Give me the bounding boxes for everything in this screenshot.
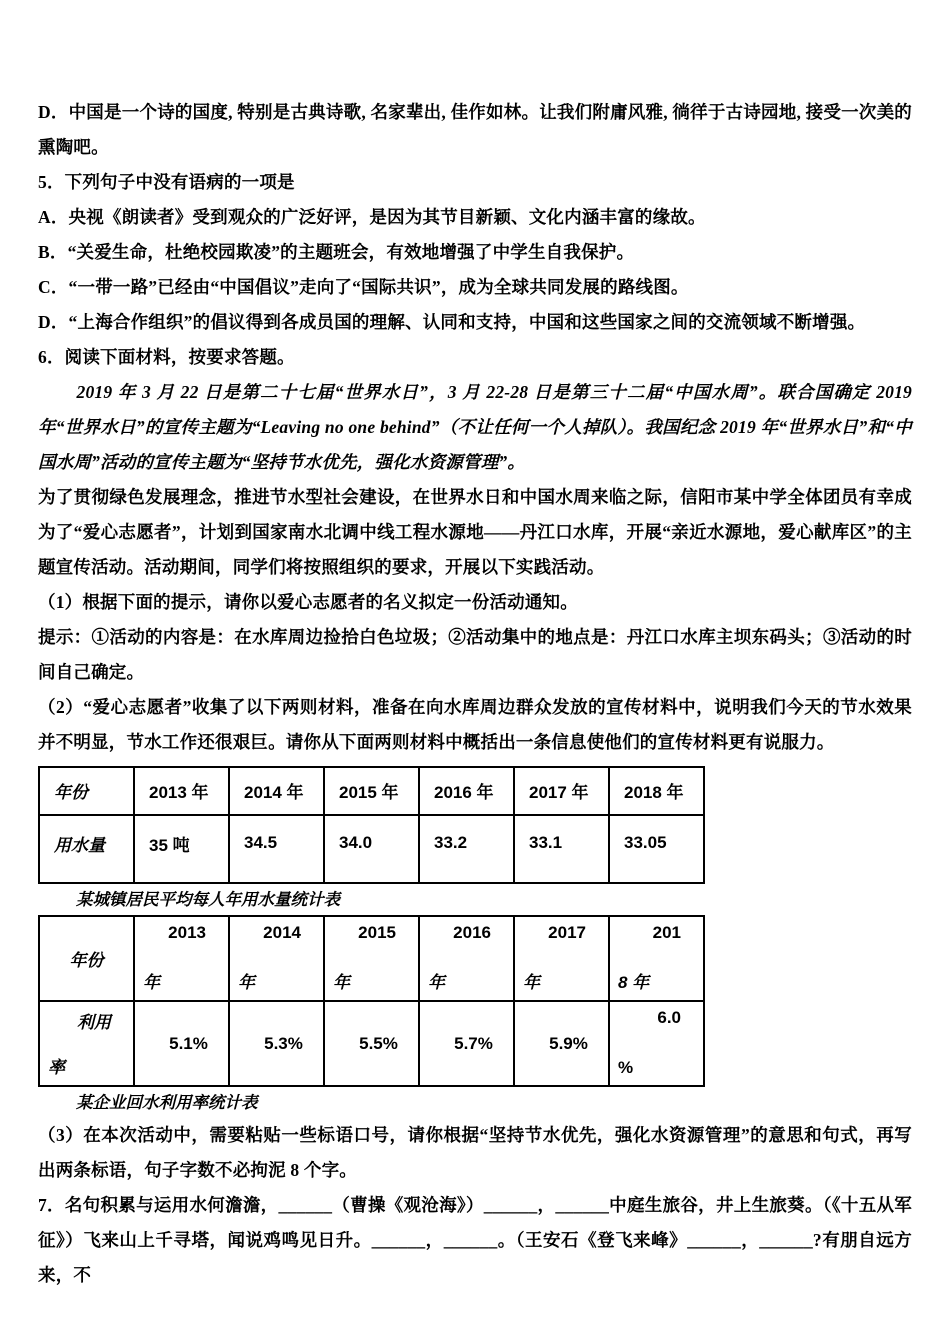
q5-option-d: D．“上海合作组织”的倡议得到各成员国的理解、认同和支持，中国和这些国家之间的交流领域不断增强。 — [38, 312, 866, 332]
water-reuse-table — [38, 915, 705, 1087]
year-number: 201 — [652, 923, 681, 942]
table-cell — [514, 1001, 609, 1086]
q6-hint: 提示：①活动的内容是：在水库周边捡拾白色垃圾；②活动集中的地点是：丹江口水库主坝东码头；③活动的时间自己确定。 — [38, 627, 912, 682]
q6-sub1: （1）根据下面的提示，请你以爱心志愿者的名义拟定一份活动通知。 — [38, 592, 578, 612]
table-cell — [609, 916, 704, 1001]
table-cell: 用水量 — [39, 815, 134, 883]
table-cell — [609, 1001, 704, 1086]
table-cell: 2016 年 — [419, 767, 514, 815]
year-unit: 年 — [333, 973, 350, 992]
table-cell: 35 吨 — [134, 815, 229, 883]
rate-value: 5.5% — [359, 1033, 398, 1053]
rate-value: 5.7% — [454, 1033, 493, 1053]
water-reuse-caption: 某企业回水利用率统计表 — [76, 1093, 258, 1112]
q6-sub2: （2）“爱心志愿者”收集了以下两则材料，准备在向水库周边群众发放的宣传材料中，说明我们今天的节水效果并不明显，节水工作还很艰巨。请你从下面两则材料中概括出一条信息使他们的宣传材料更有说服力。 — [38, 697, 912, 752]
table-cell — [39, 1001, 134, 1086]
q6-sub3: （3）在本次活动中，需要粘贴一些标语口号，请你根据“坚持节水优先，强化水资源管理”的意思和句式，再写出两条标语，句子字数不必拘泥 8 个字。 — [38, 1125, 912, 1180]
table-cell: 2014 年 — [229, 767, 324, 815]
table-cell: 33.1 — [514, 815, 609, 883]
q7-stem: 7．名句积累与运用水何澹澹，______（曹操《观沧海》）______，______中庭生旅谷，井上生旅葵。（《十五从军征》）飞来山上千寻塔，闻说鸡鸣见日升。______，______。（王安石《登飞来峰》______，______?有朋自远方来，不 — [38, 1195, 912, 1285]
rate-unit: % — [618, 1058, 634, 1077]
table-cell — [514, 916, 609, 1001]
table-cell — [324, 1001, 419, 1086]
year-number: 2015 — [358, 923, 396, 942]
year-unit: 年 — [238, 973, 255, 992]
year-unit: 年 — [523, 973, 540, 992]
table-cell — [229, 1001, 324, 1086]
table-cell — [419, 1001, 514, 1086]
table-cell: 年份 — [39, 916, 134, 1001]
table-cell: 33.2 — [419, 815, 514, 883]
table-cell: 34.5 — [229, 815, 324, 883]
table-cell: 2017 年 — [514, 767, 609, 815]
row-label: 利用 — [77, 1013, 111, 1032]
table-row — [39, 815, 704, 883]
q6-stem: 6．阅读下面材料，按要求答题。 — [38, 347, 295, 367]
year-number: 2017 — [548, 923, 586, 942]
table-cell: 2013 年 — [134, 767, 229, 815]
year-number: 2016 — [453, 923, 491, 942]
table-cell: 2015 年 — [324, 767, 419, 815]
water-usage-table — [38, 766, 705, 884]
q6-material-intro: 2019 年 3 月 22 日是第二十七届“世界水日”，3 月 22-28 日是第三十二届“中国水周”。联合国确定 2019 年“世界水日”的宣传主题为“Leaving no one behind”（不让任何一个人掉队）。我国纪念 2019 年“世界水日”和“中国水周”活动的宣传主题为“坚持节水优先，强化水资源管理”。 — [38, 382, 912, 472]
table-row — [39, 1001, 704, 1086]
option-d-continuation: D．中国是一个诗的国度, 特别是古典诗歌, 名家辈出, 佳作如林。让我们附庸风雅, 徜徉于古诗园地, 接受一次美的熏陶吧。 — [38, 102, 912, 157]
table-cell — [134, 916, 229, 1001]
q5-option-a: A．央视《朗读者》受到观众的广泛好评，是因为其节目新颖、文化内涵丰富的缘故。 — [38, 207, 706, 227]
year-number: 2013 — [168, 923, 206, 942]
table-cell — [134, 1001, 229, 1086]
table-cell: 33.05 — [609, 815, 704, 883]
table-cell: 2018 年 — [609, 767, 704, 815]
row-label: 率 — [48, 1058, 65, 1077]
table-cell — [419, 916, 514, 1001]
year-unit: 8 年 — [618, 973, 650, 992]
water-usage-caption: 某城镇居民平均每人年用水量统计表 — [76, 890, 340, 909]
table-cell — [324, 916, 419, 1001]
table-row — [39, 916, 704, 1001]
year-unit: 年 — [428, 973, 445, 992]
q5-option-c: C．“一带一路”已经由“中国倡议”走向了“国际共识”，成为全球共同发展的路线图。 — [38, 277, 689, 297]
rate-value: 5.1% — [169, 1033, 208, 1053]
table-cell: 年份 — [39, 767, 134, 815]
table-row — [39, 767, 704, 815]
year-number: 2014 — [263, 923, 301, 942]
rate-value: 5.3% — [264, 1033, 303, 1053]
table-cell: 34.0 — [324, 815, 419, 883]
table-cell — [229, 916, 324, 1001]
q5-option-b: B．“关爱生命，杜绝校园欺凌”的主题班会，有效地增强了中学生自我保护。 — [38, 242, 635, 262]
q5-stem: 5．下列句子中没有语病的一项是 — [38, 172, 295, 192]
year-unit: 年 — [143, 973, 160, 992]
rate-value: 5.9% — [549, 1033, 588, 1053]
q6-material-activity: 为了贯彻绿色发展理念，推进节水型社会建设，在世界水日和中国水周来临之际，信阳市某中学全体团员有幸成为了“爱心志愿者”，计划到国家南水北调中线工程水源地——丹江口水库，开展“亲近水源地，爱心献库区”的主题宣传活动。活动期间，同学们将按照组织的要求，开展以下实践活动。 — [38, 487, 912, 577]
rate-value: 6.0 — [657, 1008, 681, 1027]
